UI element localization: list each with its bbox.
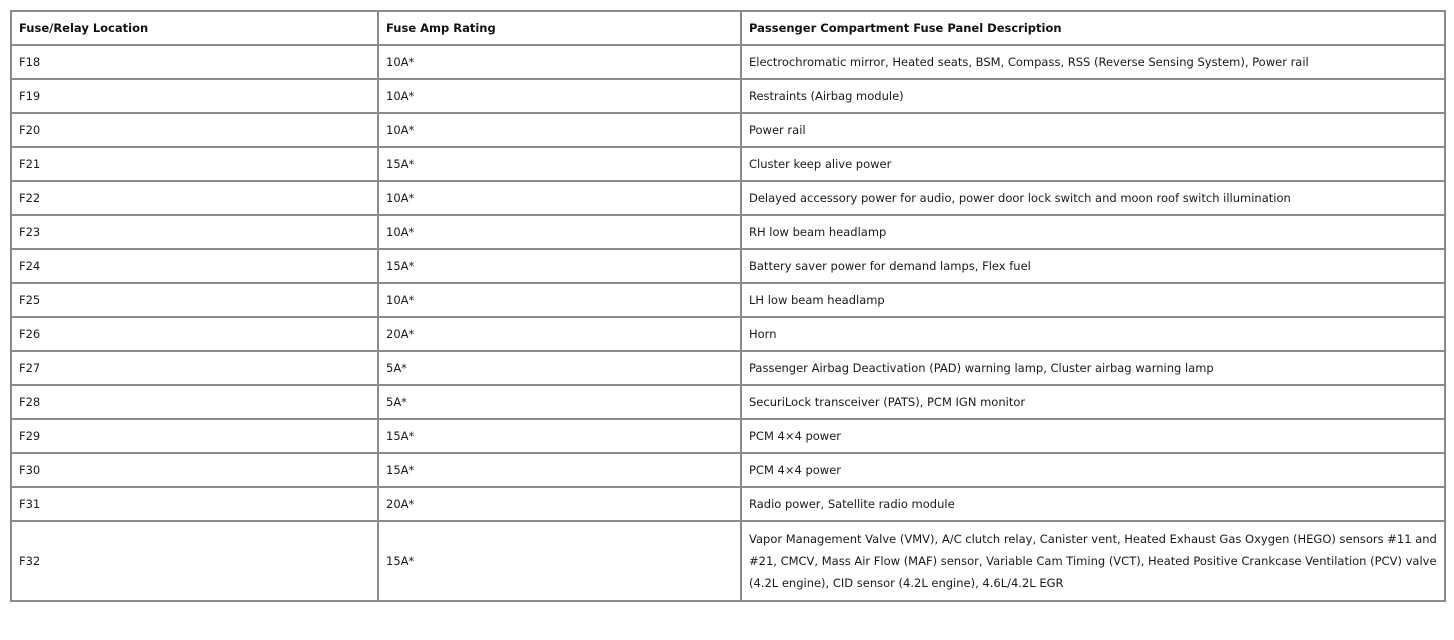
- cell-rating: 15A*: [378, 147, 741, 181]
- cell-location: F31: [11, 487, 378, 521]
- cell-rating: 10A*: [378, 113, 741, 147]
- cell-description: Restraints (Airbag module): [741, 79, 1445, 113]
- cell-location: F32: [11, 521, 378, 601]
- cell-rating: 10A*: [378, 79, 741, 113]
- cell-description: SecuriLock transceiver (PATS), PCM IGN monitor: [741, 385, 1445, 419]
- cell-description: RH low beam headlamp: [741, 215, 1445, 249]
- table-row: [11, 215, 1445, 249]
- cell-rating: 10A*: [378, 283, 741, 317]
- table-row: [11, 283, 1445, 317]
- fuse-table-container: [10, 10, 1446, 602]
- header-location: Fuse/Relay Location: [11, 11, 378, 45]
- table-row: [11, 419, 1445, 453]
- cell-description: Radio power, Satellite radio module: [741, 487, 1445, 521]
- fuse-table: [10, 10, 1446, 602]
- header-amp-rating: Fuse Amp Rating: [378, 11, 741, 45]
- cell-rating: 5A*: [378, 385, 741, 419]
- cell-location: F20: [11, 113, 378, 147]
- cell-rating: 10A*: [378, 181, 741, 215]
- table-row: [11, 249, 1445, 283]
- cell-rating: 5A*: [378, 351, 741, 385]
- cell-location: F18: [11, 45, 378, 79]
- cell-description: PCM 4×4 power: [741, 419, 1445, 453]
- table-header-row: [11, 11, 1445, 45]
- cell-location: F25: [11, 283, 378, 317]
- cell-location: F28: [11, 385, 378, 419]
- cell-location: F23: [11, 215, 378, 249]
- cell-description: Power rail: [741, 113, 1445, 147]
- cell-rating: 15A*: [378, 419, 741, 453]
- cell-description: Horn: [741, 317, 1445, 351]
- cell-description: LH low beam headlamp: [741, 283, 1445, 317]
- cell-location: F21: [11, 147, 378, 181]
- cell-description: Vapor Management Valve (VMV), A/C clutch relay, Canister vent, Heated Exhaust Gas Oxygen (HEGO) sensors #11 and #21, CMCV, Mass Air Flow (MAF) sensor, Variable Cam Timing (VCT), Heated Positive Crankcase Ventilation (PCV) valve (4.2L engine), CID sensor (4.2L engine), 4.6L/4.2L EGR: [741, 521, 1445, 601]
- header-description: Passenger Compartment Fuse Panel Description: [741, 11, 1445, 45]
- cell-description: Delayed accessory power for audio, power door lock switch and moon roof switch illumination: [741, 181, 1445, 215]
- cell-rating: 15A*: [378, 521, 741, 601]
- table-row: [11, 181, 1445, 215]
- cell-location: F24: [11, 249, 378, 283]
- table-row: [11, 113, 1445, 147]
- table-row: [11, 45, 1445, 79]
- cell-rating: 10A*: [378, 215, 741, 249]
- cell-location: F29: [11, 419, 378, 453]
- cell-location: F27: [11, 351, 378, 385]
- table-row: [11, 79, 1445, 113]
- cell-rating: 20A*: [378, 317, 741, 351]
- table-row: [11, 317, 1445, 351]
- cell-description: Electrochromatic mirror, Heated seats, BSM, Compass, RSS (Reverse Sensing System), Power rail: [741, 45, 1445, 79]
- cell-description: Passenger Airbag Deactivation (PAD) warning lamp, Cluster airbag warning lamp: [741, 351, 1445, 385]
- cell-description: PCM 4×4 power: [741, 453, 1445, 487]
- cell-location: F30: [11, 453, 378, 487]
- table-row: [11, 487, 1445, 521]
- cell-rating: 15A*: [378, 249, 741, 283]
- cell-location: F26: [11, 317, 378, 351]
- table-row: [11, 521, 1445, 601]
- cell-description: Cluster keep alive power: [741, 147, 1445, 181]
- table-row: [11, 147, 1445, 181]
- table-row: [11, 351, 1445, 385]
- cell-rating: 20A*: [378, 487, 741, 521]
- cell-location: F22: [11, 181, 378, 215]
- table-row: [11, 385, 1445, 419]
- cell-rating: 15A*: [378, 453, 741, 487]
- cell-rating: 10A*: [378, 45, 741, 79]
- cell-description: Battery saver power for demand lamps, Flex fuel: [741, 249, 1445, 283]
- cell-location: F19: [11, 79, 378, 113]
- table-row: [11, 453, 1445, 487]
